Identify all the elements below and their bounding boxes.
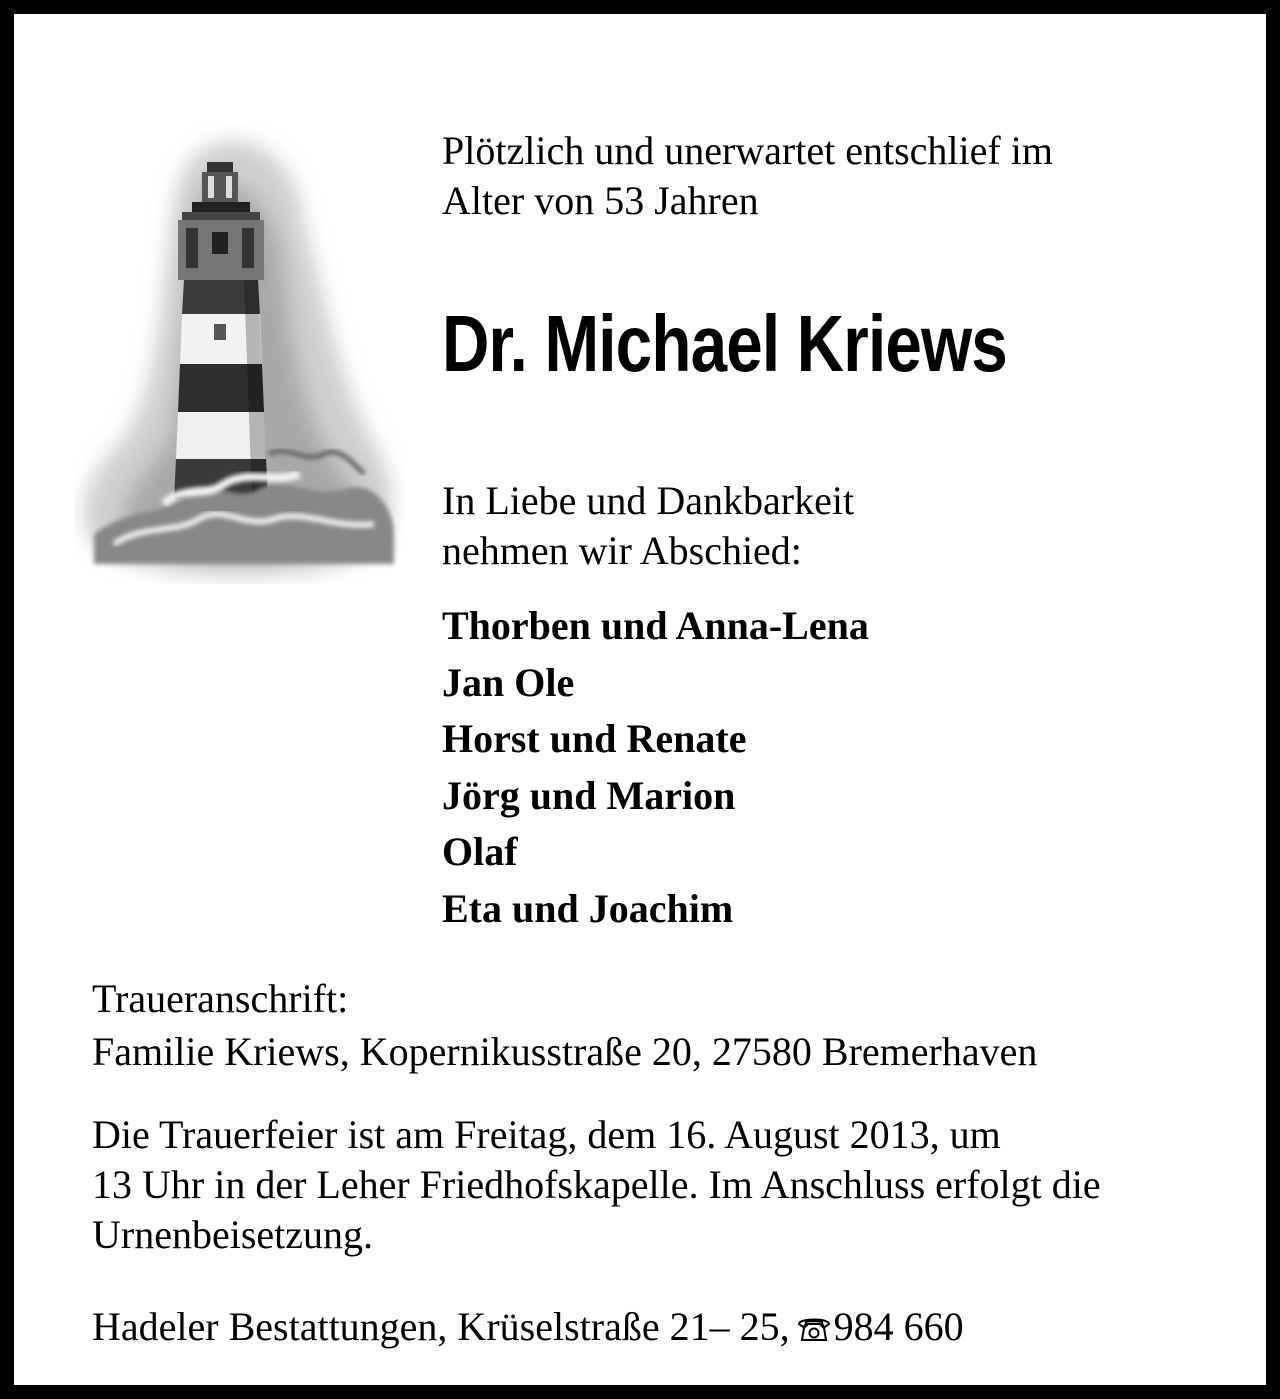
address-value: Familie Kriews, Kopernikusstraße 20, 27580 Bremerhaven (92, 1029, 1038, 1074)
farewell-text (442, 476, 1142, 576)
mourner-name: Thorben und Anna-Lena (442, 603, 869, 648)
undertaker-phone: 984 660 (833, 1304, 964, 1349)
farewell-line-1: In Liebe und Dankbarkeit (442, 478, 855, 523)
ceremony-text (92, 1110, 1216, 1260)
mourner-name: Horst und Renate (442, 716, 747, 761)
mourner-name: Eta und Joachim (442, 885, 734, 931)
intro-text (442, 126, 1216, 226)
mourners-list (442, 598, 1202, 937)
mourning-address (92, 972, 1216, 1078)
ceremony-line-2: 13 Uhr in der Leher Friedhofskapelle. Im Anschluss erfolgt die (92, 1162, 1101, 1207)
mourner-name: Jan Ole (442, 659, 575, 705)
address-label: Traueranschrift: (92, 976, 349, 1021)
intro-line-1: Plötzlich und unerwartet entschlief im (442, 128, 1053, 173)
undertaker-info (92, 1302, 1216, 1356)
mourner-name: Jörg und Marion (442, 772, 736, 818)
telephone-icon (796, 1306, 832, 1356)
lighthouse-illustration (74, 124, 404, 584)
mourner-name: Olaf (442, 829, 518, 874)
undertaker-text: Hadeler Bestattungen, Krüselstraße 21– 25, (92, 1304, 790, 1349)
farewell-line-2: nehmen wir Abschied: (442, 528, 802, 573)
deceased-name: Dr. Michael Kriews (442, 299, 1007, 388)
intro-line-2: Alter von 53 Jahren (442, 178, 759, 223)
ceremony-line-3: Urnenbeisetzung. (92, 1212, 374, 1257)
ceremony-line-1: Die Trauerfeier ist am Freitag, dem 16. August 2013, um (92, 1112, 1001, 1157)
